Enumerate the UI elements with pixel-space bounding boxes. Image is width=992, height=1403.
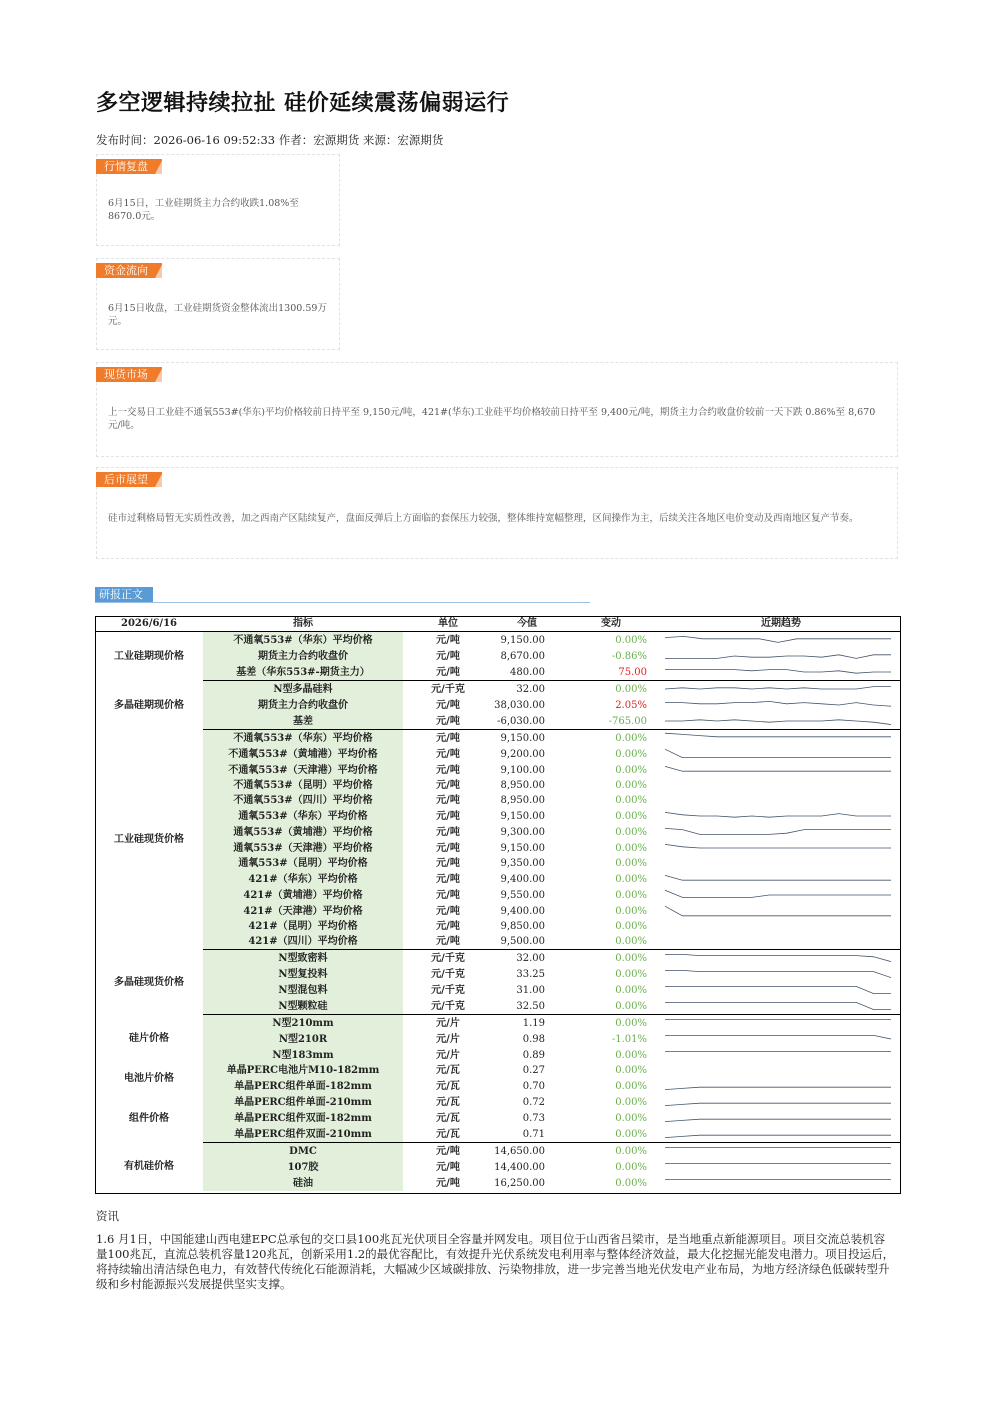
sparkline-cell xyxy=(661,730,901,747)
sparkline-path xyxy=(665,720,891,725)
table-row xyxy=(95,1143,901,1160)
indicator-cell: 硅油 xyxy=(203,1175,403,1191)
sparkline xyxy=(661,1110,901,1126)
value-cell: 14,650.00 xyxy=(494,1145,545,1157)
table-row xyxy=(95,903,901,919)
table-row xyxy=(95,664,901,681)
indicator-cell: 不通氧553#（天津港）平均价格 xyxy=(203,762,403,778)
unit-cell: 元/片 xyxy=(436,1049,460,1061)
value-cell: 9,500.00 xyxy=(493,934,561,950)
table-row xyxy=(95,887,901,903)
sparkline-cell xyxy=(661,1047,901,1063)
section-text: 6月15日收盘，工业硅期货资金整体流出1300.59万元。 xyxy=(108,303,327,327)
sparkline-cell xyxy=(661,871,901,887)
sparkline-path xyxy=(665,749,891,757)
change-cell: 0.00% xyxy=(615,683,647,695)
section-text: 6月15日，工业硅期货主力合约收跌1.08%至8670.0元。 xyxy=(108,198,299,222)
indicator-cell: N型多晶硅料 xyxy=(203,681,403,698)
sparkline-cell xyxy=(661,824,901,840)
sparkline-path xyxy=(665,844,891,848)
sparkline-path xyxy=(665,906,891,916)
sparkline-cell xyxy=(661,856,901,871)
sparkline xyxy=(661,648,901,664)
unit-cell: 元/吨 xyxy=(436,699,460,711)
value-cell: 9,400.00 xyxy=(500,873,545,885)
sparkline-path xyxy=(665,766,891,771)
indicator-cell: 421#（天津港）平均价格 xyxy=(203,903,403,919)
table-row xyxy=(95,697,901,713)
change-cell: 0.00% xyxy=(615,1112,647,1124)
category-cell: 有机硅价格 xyxy=(95,1143,203,1192)
sparkline xyxy=(661,632,901,648)
table-row xyxy=(95,778,901,793)
indicator-cell: N型复投料 xyxy=(203,966,403,982)
change-cell: 0.00% xyxy=(615,858,647,869)
unit-cell: 元/吨 xyxy=(436,873,460,885)
table-row xyxy=(95,1175,901,1191)
change-cell: 0.00% xyxy=(615,889,647,901)
indicator-cell: N型210R xyxy=(203,1031,403,1047)
indicator-cell: N型混包料 xyxy=(203,982,403,998)
header-change: 变动 xyxy=(561,616,661,632)
category-label: 硅片价格 xyxy=(129,1032,169,1044)
table-row xyxy=(95,919,901,934)
unit-cell: 元/吨 xyxy=(436,1161,460,1173)
unit-cell: 元/瓦 xyxy=(436,1065,460,1076)
value-cell: 38,030.00 xyxy=(494,699,545,711)
unit-cell: 元/吨 xyxy=(403,713,493,730)
value-cell: 31.00 xyxy=(516,984,545,996)
change-cell: 0.00% xyxy=(615,795,647,806)
sparkline-cell xyxy=(661,681,901,698)
indicator-cell: 通氧553#（天津港）平均价格 xyxy=(203,840,403,856)
table-row xyxy=(95,1126,901,1143)
sparkline-cell xyxy=(661,840,901,856)
change-cell: -765.00 xyxy=(561,713,661,730)
table-row xyxy=(95,793,901,808)
sparkline-cell xyxy=(661,1094,901,1110)
sparkline-cell xyxy=(661,1143,901,1160)
indicator-cell: 421#（黄埔港）平均价格 xyxy=(203,887,403,903)
sparkline xyxy=(661,762,901,778)
value-cell: 9,150.00 xyxy=(500,634,545,646)
indicator-cell: 通氧553#（昆明）平均价格 xyxy=(203,856,403,871)
section-tag: 行情复盘 xyxy=(96,159,162,174)
sparkline-cell xyxy=(661,1110,901,1126)
value-cell: 0.73 xyxy=(522,1112,545,1124)
unit-cell: 元/吨 xyxy=(436,889,460,901)
sparkline xyxy=(661,903,901,919)
sparkline-cell xyxy=(661,793,901,808)
value-cell: 16,250.00 xyxy=(494,1177,545,1189)
unit-cell: 元/吨 xyxy=(436,764,460,776)
sparkline-path xyxy=(665,687,891,689)
change-cell: 0.00% xyxy=(615,905,647,917)
change-cell: 0.00% xyxy=(615,810,647,822)
sparkline-cell xyxy=(661,664,901,681)
sparkline-cell xyxy=(661,1015,901,1032)
change-cell: -1.01% xyxy=(611,1033,647,1045)
sparkline xyxy=(661,808,901,824)
change-cell: 0.00% xyxy=(615,968,647,980)
section-text: 硅市过剩格局暂无实质性改善，加之西南产区陆续复产，盘面反弹后上方面临的套保压力较强，整体维持宽幅整理，区间操作为主，后续关注各地区电价变动及西南地区复产节奏。 xyxy=(108,513,859,524)
value-cell: 9,150.00 xyxy=(500,810,545,822)
unit-cell: 元/千克 xyxy=(431,968,465,980)
unit-cell: 元/瓦 xyxy=(436,1080,460,1092)
unit-cell: 元/瓦 xyxy=(403,1126,493,1143)
table-row xyxy=(95,934,901,950)
indicator-cell: 基差（华东553#-期货主力） xyxy=(203,664,403,681)
table-row xyxy=(95,1015,901,1032)
table-tag: 研报正文 xyxy=(95,587,153,602)
change-cell: 0.00% xyxy=(615,873,647,885)
unit-cell: 元/吨 xyxy=(436,810,460,822)
table-row xyxy=(95,1110,901,1126)
sparkline-cell xyxy=(661,919,901,934)
indicator-cell: N型致密料 xyxy=(203,950,403,967)
value-cell: 32.00 xyxy=(516,952,545,964)
indicator-cell: 期货主力合约收盘价 xyxy=(203,648,403,664)
price-table xyxy=(95,616,901,1191)
table-row xyxy=(95,856,901,871)
section-text: 上一交易日工业硅不通氧553#(华东)平均价格较前日持平至 9,150元/吨，421#(华东)工业硅平均价格较前日持平至 9,400元/吨，期货主力合约收盘价较前一天下跌 0.86%至 8,670元/吨。 xyxy=(108,407,876,431)
table-row xyxy=(95,1078,901,1094)
sparkline xyxy=(661,887,901,903)
sparkline-path xyxy=(665,1135,891,1137)
change-cell: 0.00% xyxy=(615,748,647,760)
sparkline xyxy=(661,998,901,1014)
value-cell: 8,950.00 xyxy=(500,780,545,791)
value-cell: 9,400.00 xyxy=(500,905,545,917)
sparkline-cell xyxy=(661,1063,901,1078)
sparkline xyxy=(661,982,901,998)
news-text: 1.6 月1日，中国能建山西电建EPC总承包的交口县100兆瓦光伏项目全容量并网发电。项目位于山西省吕梁市，是当地重点新能源项目。项目交流总装机容量100兆瓦，直流总装机容量120兆瓦，创新采用1.2的最优容配比，有效提升光伏系统发电利用率与整体经济效益，最大化挖掘光能发电潜力。项目投运后，将持续输出清洁绿色电力，有效替代传统化石能源消耗，大幅减少区域碳排放、污染物排放，进一步完善当地光伏发电产业布局，为地方经济绿色低碳转型升级和乡村能源振兴发展提供坚实支撑。 xyxy=(96,1232,895,1291)
indicator-cell: DMC xyxy=(203,1143,403,1160)
indicator-cell: 不通氧553#（华东）平均价格 xyxy=(203,632,403,649)
sparkline-cell xyxy=(661,903,901,919)
change-cell: 0.00% xyxy=(561,998,661,1015)
indicator-cell: 不通氧553#（四川）平均价格 xyxy=(203,793,403,808)
sparkline xyxy=(661,681,901,697)
sparkline-path xyxy=(665,636,891,642)
sparkline-path xyxy=(665,1119,891,1121)
sparkline-path xyxy=(665,812,891,817)
sparkline-cell xyxy=(661,762,901,778)
unit-cell: 元/吨 xyxy=(403,934,493,950)
sparkline-cell xyxy=(661,1159,901,1175)
value-cell: 0.72 xyxy=(522,1096,545,1108)
value-cell: 32.00 xyxy=(516,683,545,695)
sparkline-path xyxy=(665,875,891,880)
sparkline-path xyxy=(665,890,891,897)
table-row xyxy=(95,950,901,967)
sparkline xyxy=(661,1175,901,1191)
sparkline-path xyxy=(665,954,891,961)
sparkline xyxy=(661,1047,901,1063)
unit-cell: 元/吨 xyxy=(436,1177,460,1189)
change-cell: 0.00% xyxy=(561,1126,661,1143)
sparkline-path xyxy=(665,733,891,737)
unit-cell: 元/吨 xyxy=(436,905,460,917)
unit-cell: 元/吨 xyxy=(436,748,460,760)
table-row xyxy=(95,681,901,698)
value-cell: -6,030.00 xyxy=(493,713,561,730)
header-date: 2026/6/16 xyxy=(95,616,203,632)
header-unit: 单位 xyxy=(403,616,493,632)
section-fund-flow xyxy=(96,258,340,350)
unit-cell: 元/瓦 xyxy=(436,1112,460,1124)
change-cell: 0.00% xyxy=(615,921,647,932)
indicator-cell: 单晶PERC组件单面-210mm xyxy=(203,1094,403,1110)
sparkline-path xyxy=(665,655,891,659)
unit-cell: 元/片 xyxy=(436,1017,460,1029)
table-row xyxy=(95,1031,901,1047)
value-cell: 480.00 xyxy=(493,664,561,681)
sparkline xyxy=(661,1015,901,1031)
table-row xyxy=(95,998,901,1015)
sparkline xyxy=(661,1094,901,1110)
indicator-cell: 单晶PERC组件双面-210mm xyxy=(203,1126,403,1143)
sparkline xyxy=(661,664,901,680)
sparkline-path xyxy=(665,1035,891,1039)
category-cell: 工业硅现货价格 xyxy=(95,730,203,950)
change-cell: 0.00% xyxy=(615,1017,647,1029)
value-cell: 0.70 xyxy=(522,1080,545,1092)
sparkline xyxy=(661,697,901,713)
table-row xyxy=(95,808,901,824)
change-cell: 0.00% xyxy=(615,842,647,854)
indicator-cell: 基差 xyxy=(203,713,403,730)
unit-cell: 元/千克 xyxy=(431,984,465,996)
table-row xyxy=(95,632,901,649)
sparkline xyxy=(661,966,901,982)
sparkline-cell xyxy=(661,887,901,903)
sparkline-cell xyxy=(661,632,901,649)
value-cell: 9,300.00 xyxy=(500,826,545,838)
sparkline xyxy=(661,1143,901,1159)
value-cell: 33.25 xyxy=(516,968,545,980)
header-trend: 近期趋势 xyxy=(661,616,901,632)
category-cell xyxy=(95,1015,203,1143)
unit-cell: 元/吨 xyxy=(436,842,460,854)
value-cell: 8,670.00 xyxy=(500,650,545,662)
change-cell: 0.00% xyxy=(615,1145,647,1157)
unit-cell: 元/吨 xyxy=(436,795,460,806)
change-cell: 0.00% xyxy=(615,952,647,964)
indicator-cell: 单晶PERC组件双面-182mm xyxy=(203,1110,403,1126)
sparkline-cell xyxy=(661,808,901,824)
change-cell: 0.00% xyxy=(615,1096,647,1108)
indicator-cell: 421#（华东）平均价格 xyxy=(203,871,403,887)
table-row xyxy=(95,648,901,664)
sparkline xyxy=(661,713,901,729)
sparkline-cell xyxy=(661,746,901,762)
value-cell: 8,950.00 xyxy=(500,795,545,806)
section-spot-market xyxy=(96,362,898,457)
sparkline-path xyxy=(665,670,891,674)
value-cell: 9,850.00 xyxy=(500,921,545,932)
change-cell: 0.00% xyxy=(615,732,647,744)
change-cell: 0.00% xyxy=(615,1049,647,1061)
sparkline xyxy=(661,1078,901,1094)
section-tag: 现货市场 xyxy=(96,367,162,382)
section-market-review xyxy=(96,154,340,246)
category-cell: 多晶硅现货价格 xyxy=(95,950,203,1015)
table-row xyxy=(95,1094,901,1110)
category-label: 组件价格 xyxy=(129,1112,169,1124)
value-cell: 1.19 xyxy=(522,1017,545,1029)
section-tag: 资金流向 xyxy=(96,263,162,278)
unit-cell: 元/瓦 xyxy=(436,1096,460,1108)
unit-cell: 元/吨 xyxy=(436,826,460,838)
sparkline-path xyxy=(665,828,891,834)
table-row xyxy=(95,730,901,747)
section-tag: 后市展望 xyxy=(96,472,162,487)
sparkline-cell xyxy=(661,697,901,713)
change-cell: 75.00 xyxy=(561,664,661,681)
value-cell: 9,550.00 xyxy=(500,889,545,901)
change-cell: 0.00% xyxy=(561,934,661,950)
sparkline-path xyxy=(665,1087,891,1089)
header-value: 今值 xyxy=(493,616,561,632)
sparkline xyxy=(661,824,901,840)
indicator-cell: N型210mm xyxy=(203,1015,403,1032)
sparkline-path xyxy=(665,1002,891,1009)
value-cell: 9,150.00 xyxy=(500,732,545,744)
indicator-cell: 421#（四川）平均价格 xyxy=(203,934,403,950)
indicator-cell: 不通氧553#（黄埔港）平均价格 xyxy=(203,746,403,762)
sparkline xyxy=(661,746,901,762)
page-title: 多空逻辑持续拉扯 硅价延续震荡偏弱运行 xyxy=(96,91,510,116)
table-row xyxy=(95,1063,901,1078)
indicator-cell: N型颗粒硅 xyxy=(203,998,403,1015)
sparkline xyxy=(661,950,901,966)
sparkline-cell xyxy=(661,950,901,967)
table-row xyxy=(95,1047,901,1063)
unit-cell: 元/吨 xyxy=(436,921,460,932)
category-cell: 多晶硅期现价格 xyxy=(95,681,203,730)
value-cell: 0.89 xyxy=(522,1049,545,1061)
unit-cell: 元/吨 xyxy=(436,858,460,869)
category-cell: 工业硅期现价格 xyxy=(95,632,203,681)
table-row xyxy=(95,871,901,887)
indicator-cell: 107胶 xyxy=(203,1159,403,1175)
sparkline xyxy=(661,840,901,856)
indicator-cell: 单晶PERC组件单面-182mm xyxy=(203,1078,403,1094)
value-cell: 14,400.00 xyxy=(494,1161,545,1173)
change-cell: 0.00% xyxy=(615,1177,647,1189)
indicator-cell: 通氧553#（华东）平均价格 xyxy=(203,808,403,824)
value-cell: 0.71 xyxy=(493,1126,561,1143)
indicator-cell: N型183mm xyxy=(203,1047,403,1063)
value-cell: 32.50 xyxy=(493,998,561,1015)
section-outlook xyxy=(96,467,898,559)
sparkline-cell xyxy=(661,934,901,950)
sparkline-path xyxy=(665,970,891,977)
sparkline-path xyxy=(665,1103,891,1105)
change-cell: 0.00% xyxy=(615,1161,647,1173)
change-cell: 0.00% xyxy=(615,634,647,646)
value-cell: 9,350.00 xyxy=(500,858,545,869)
unit-cell: 元/吨 xyxy=(403,664,493,681)
sparkline xyxy=(661,730,901,746)
table-row xyxy=(95,762,901,778)
header-indicator: 指标 xyxy=(203,616,403,632)
unit-cell: 元/吨 xyxy=(436,780,460,791)
indicator-cell: 通氧553#（黄埔港）平均价格 xyxy=(203,824,403,840)
value-cell: 0.27 xyxy=(522,1065,545,1076)
unit-cell: 元/千克 xyxy=(431,952,465,964)
value-cell: 9,150.00 xyxy=(500,842,545,854)
change-cell: -0.86% xyxy=(611,650,647,662)
table-row xyxy=(95,982,901,998)
value-cell: 0.98 xyxy=(522,1033,545,1045)
sparkline-cell xyxy=(661,1126,901,1143)
change-cell: 0.00% xyxy=(615,984,647,996)
sparkline-cell xyxy=(661,1175,901,1191)
sparkline xyxy=(661,1031,901,1047)
change-cell: 2.05% xyxy=(615,699,647,711)
sparkline-cell xyxy=(661,1078,901,1094)
unit-cell: 元/片 xyxy=(436,1033,460,1045)
sparkline xyxy=(661,1126,901,1142)
unit-cell: 元/千克 xyxy=(431,683,465,695)
indicator-cell: 期货主力合约收盘价 xyxy=(203,697,403,713)
sparkline xyxy=(661,1159,901,1175)
publish-meta: 发布时间：2026-06-16 09:52:33 作者：宏源期货 来源：宏源期货 xyxy=(96,133,444,147)
table-header-row xyxy=(95,616,901,632)
sparkline-path xyxy=(665,701,891,706)
indicator-cell: 单晶PERC电池片M10-182mm xyxy=(203,1063,403,1078)
table-row xyxy=(95,1159,901,1175)
sparkline-cell xyxy=(661,648,901,664)
value-cell: 9,100.00 xyxy=(500,764,545,776)
category-label: 电池片价格 xyxy=(124,1072,174,1084)
table-tag-underline xyxy=(95,602,590,603)
table-row xyxy=(95,966,901,982)
unit-cell: 元/吨 xyxy=(436,732,460,744)
indicator-cell: 不通氧553#（华东）平均价格 xyxy=(203,730,403,747)
unit-cell: 元/千克 xyxy=(403,998,493,1015)
sparkline xyxy=(661,871,901,887)
table-row xyxy=(95,713,901,730)
sparkline-cell xyxy=(661,966,901,982)
indicator-cell: 421#（昆明）平均价格 xyxy=(203,919,403,934)
sparkline-cell xyxy=(661,998,901,1015)
unit-cell: 元/吨 xyxy=(436,1145,460,1157)
change-cell: 0.00% xyxy=(615,826,647,838)
change-cell: 0.00% xyxy=(615,764,647,776)
indicator-cell: 不通氧553#（昆明）平均价格 xyxy=(203,778,403,793)
news-heading: 资讯 xyxy=(96,1209,119,1223)
unit-cell: 元/吨 xyxy=(436,634,460,646)
change-cell: 0.00% xyxy=(615,780,647,791)
table-row xyxy=(95,840,901,856)
sparkline-cell xyxy=(661,713,901,730)
unit-cell: 元/吨 xyxy=(436,650,460,662)
table-row xyxy=(95,746,901,762)
value-cell: 9,200.00 xyxy=(500,748,545,760)
table-row xyxy=(95,824,901,840)
sparkline-path xyxy=(665,986,891,993)
change-cell: 0.00% xyxy=(615,1080,647,1092)
sparkline-cell xyxy=(661,982,901,998)
sparkline-cell xyxy=(661,1031,901,1047)
change-cell: 0.00% xyxy=(615,1065,647,1076)
sparkline-cell xyxy=(661,778,901,793)
